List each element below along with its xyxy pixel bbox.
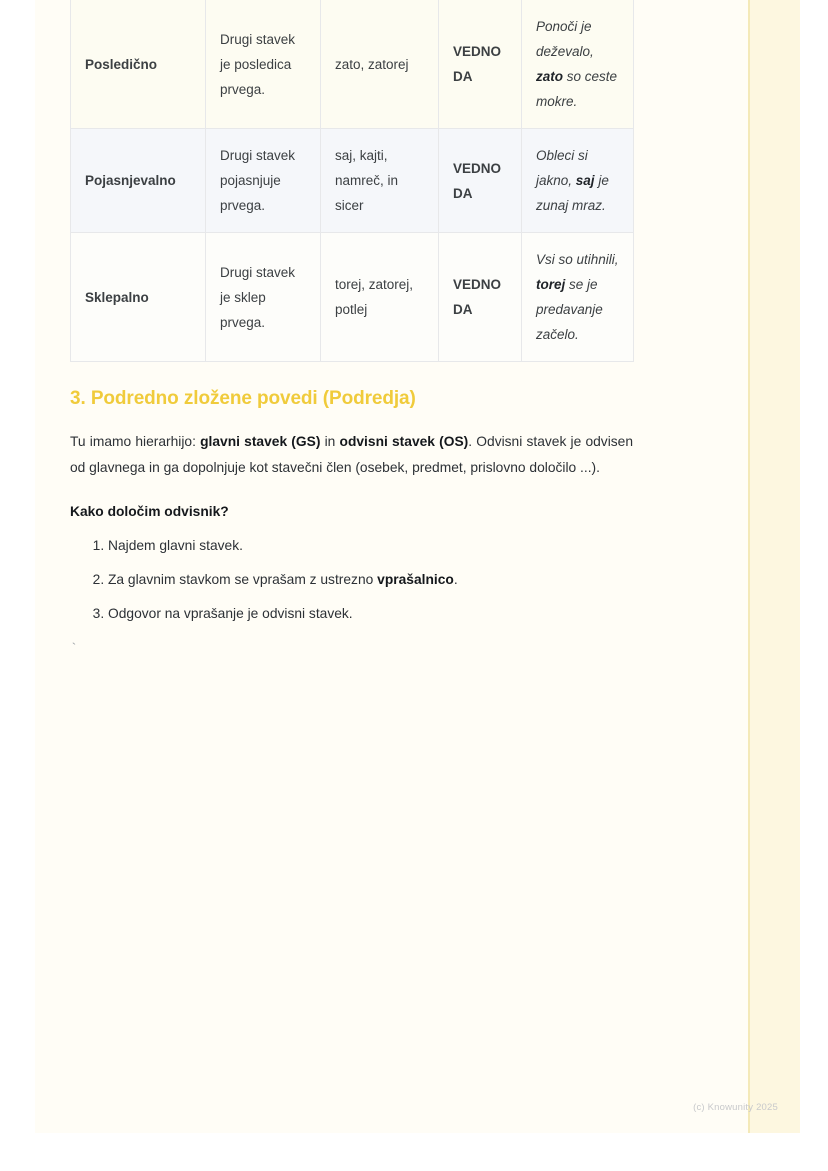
step-text: Za glavnim stavkom se vprašam z ustrezno [108,572,378,587]
example-prefix: Ponoči je deževalo, [536,19,594,59]
list-item [108,603,668,625]
paragraph-text-1: Tu imamo hierarhijo: [70,434,201,449]
example-suffix: so ceste mokre. [536,69,618,109]
footer-copyright: (c) Knowunity 2025 [693,1102,778,1113]
cell-type: Sklepalno [71,233,206,362]
section-paragraph [70,429,633,481]
paragraph-bold-1: glavni stavek (GS) [200,434,321,449]
cell-description: Drugi stavek pojasnjuje prvega. [206,129,321,233]
subsection-heading: Kako določim odvisnik? [70,504,229,519]
stray-backtick: ` [70,641,78,656]
table-row [71,0,634,129]
paragraph-bold-2: odvisni stavek (OS) [339,434,469,449]
steps-list [70,535,668,625]
step-text: Najdem glavni stavek. [108,538,243,553]
table-row [71,129,634,233]
table-row [71,233,634,362]
cell-comma-rule: VEDNO DA [439,0,522,129]
page-right-strip [748,0,800,1133]
table-body [71,0,634,362]
cell-conjunctions: saj, kajti, namreč, in sicer [321,129,439,233]
example-suffix: je zunaj mraz. [536,173,609,213]
step-text: Odgovor na vprašanje je odvisni stavek. [108,606,353,621]
example-suffix: se je predavanje začelo. [536,277,603,342]
paragraph-text-2: in [320,434,340,449]
cell-example [522,129,634,233]
page-right-strip-divider [748,0,750,1133]
cell-comma-rule: VEDNO DA [439,233,522,362]
cell-type: Pojasnjevalno [71,129,206,233]
example-prefix: Vsi so utihnili, [536,252,619,267]
cell-example [522,233,634,362]
list-item [108,535,668,557]
section-heading: 3. Podredno zložene povedi (Podredja) [70,388,416,409]
step-suffix: . [453,572,458,587]
step-highlight: vprašalnico [377,572,454,587]
cell-description: Drugi stavek je sklep prvega. [206,233,321,362]
list-item [108,569,668,591]
cell-conjunctions: zato, zatorej [321,0,439,129]
cell-type: Posledično [71,0,206,129]
cell-description: Drugi stavek je posledica prvega. [206,0,321,129]
example-highlight: saj [575,173,595,188]
example-prefix: Obleci si jakno, [536,148,588,188]
conjunction-types-table [70,0,634,362]
page-content [70,0,668,656]
example-highlight: zato [536,69,563,84]
paragraph-text-3: . Odvisni stavek je odvisen od glavnega in ga dopolnjuje kot stavečni člen (osebek, predmet, prislovno določilo ...). [70,434,634,475]
cell-comma-rule: VEDNO DA [439,129,522,233]
example-highlight: torej [536,277,566,292]
cell-conjunctions: torej, zatorej, potlej [321,233,439,362]
cell-example [522,0,634,129]
document-page [35,0,800,1133]
